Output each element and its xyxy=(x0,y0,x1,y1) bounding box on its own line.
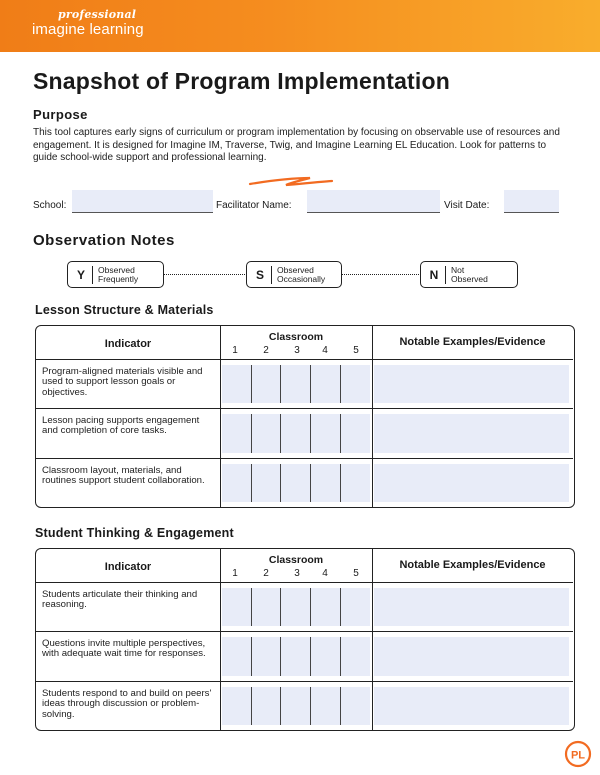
legend-label-line: Observed xyxy=(98,264,135,275)
table-row xyxy=(36,682,573,730)
evidence-input[interactable] xyxy=(374,464,569,502)
legend-letter: N xyxy=(429,267,439,282)
classroom-rating-cells[interactable] xyxy=(222,464,370,502)
purpose-text: This tool captures early signs of curriculum or program implementation by focusing on observable use of resources and engagement. It is designed for Imagine IM, Traverse, Twig, and Imagine Learning EL Education. Look for patterns to guide school-wide support and professional learning. xyxy=(33,127,560,164)
legend-divider xyxy=(271,266,272,284)
table-header xyxy=(36,549,573,583)
legend-label xyxy=(98,266,138,284)
cell-divider xyxy=(251,588,252,626)
observation-notes-heading: Observation Notes xyxy=(33,232,175,249)
column-divider xyxy=(372,549,373,730)
indicator-text: Lesson pacing supports engagement and completion of core tasks. xyxy=(42,415,200,437)
legend-divider xyxy=(445,266,446,284)
legend-letter: Y xyxy=(76,267,85,282)
classroom-column-header: Classroom xyxy=(268,554,324,566)
legend-item-not-observed xyxy=(420,261,518,288)
purpose-heading: Purpose xyxy=(33,107,88,122)
cell-divider xyxy=(340,464,341,502)
indicator-column-header: Indicator xyxy=(104,561,152,573)
logo-main-text: imagine learning xyxy=(32,21,144,38)
table-row xyxy=(36,583,573,632)
facilitator-label: Facilitator Name: xyxy=(216,200,292,211)
facilitator-underline xyxy=(307,212,440,213)
indicator-text: Program-aligned materials visible and used to support lesson goals or objectives. xyxy=(42,366,203,398)
cell-divider xyxy=(251,365,252,403)
student-thinking-table xyxy=(35,548,575,731)
evidence-column-header: Notable Examples/Evidence xyxy=(399,336,546,348)
cell-divider xyxy=(251,687,252,725)
classroom-number: 5 xyxy=(353,568,359,579)
table-header xyxy=(36,326,573,360)
lesson-structure-table xyxy=(35,325,575,508)
cell-divider xyxy=(310,687,311,725)
school-underline xyxy=(72,212,213,213)
cell-divider xyxy=(340,588,341,626)
table-row xyxy=(36,632,573,682)
cell-divider xyxy=(340,414,341,453)
visit-date-label: Visit Date: xyxy=(444,200,490,211)
visit-date-input[interactable] xyxy=(504,190,559,212)
cell-divider xyxy=(280,637,281,676)
evidence-input[interactable] xyxy=(374,365,569,403)
classroom-number: 3 xyxy=(294,345,300,356)
cell-divider xyxy=(340,365,341,403)
evidence-input[interactable] xyxy=(374,637,569,676)
legend-label xyxy=(277,266,325,284)
table-row xyxy=(36,459,573,507)
orange-scribble-icon xyxy=(248,175,334,189)
legend-label-line: Observed xyxy=(451,273,488,284)
classroom-number: 2 xyxy=(263,568,269,579)
cell-divider xyxy=(251,464,252,502)
cell-divider xyxy=(280,414,281,453)
indicator-text: Classroom layout, materials, and routines support student collaboration. xyxy=(42,465,205,487)
logo-professional-text: professional xyxy=(58,8,137,21)
indicator-text: Students articulate their thinking and reasoning. xyxy=(42,589,198,611)
table-row xyxy=(36,360,573,409)
cell-divider xyxy=(280,365,281,403)
section-heading-lesson-structure: Lesson Structure & Materials xyxy=(35,303,214,317)
cell-divider xyxy=(340,687,341,725)
legend-label-line: Frequently xyxy=(98,273,139,284)
school-input[interactable] xyxy=(72,190,213,212)
pl-badge-icon xyxy=(563,737,593,769)
legend-connector xyxy=(341,274,421,275)
cell-divider xyxy=(310,365,311,403)
column-divider xyxy=(372,326,373,507)
legend-connector xyxy=(163,274,247,275)
legend-item-observed-occasionally xyxy=(246,261,342,288)
cell-divider xyxy=(280,687,281,725)
legend-label-line: Not xyxy=(451,264,465,275)
facilitator-input[interactable] xyxy=(307,190,440,212)
cell-divider xyxy=(280,464,281,502)
legend-label xyxy=(451,266,488,284)
cell-divider xyxy=(251,414,252,453)
section-heading-student-thinking: Student Thinking & Engagement xyxy=(35,526,234,540)
indicator-text: Questions invite multiple perspectives, with adequate wait time for responses. xyxy=(42,638,206,660)
classroom-number: 1 xyxy=(232,345,238,356)
legend-label-line: Observed xyxy=(277,264,314,275)
legend-item-observed-frequently xyxy=(67,261,164,288)
cell-divider xyxy=(280,588,281,626)
visit-info-fields xyxy=(33,197,573,219)
classroom-number: 2 xyxy=(263,345,269,356)
classroom-number: 3 xyxy=(294,568,300,579)
column-divider xyxy=(220,326,221,507)
legend-letter: S xyxy=(255,267,264,282)
cell-divider xyxy=(310,637,311,676)
page-title: Snapshot of Program Implementation xyxy=(33,68,451,94)
classroom-column-header: Classroom xyxy=(268,331,324,343)
indicator-column-header: Indicator xyxy=(104,338,152,350)
evidence-input[interactable] xyxy=(374,588,569,626)
cell-divider xyxy=(310,464,311,502)
classroom-rating-cells[interactable] xyxy=(222,414,370,453)
header-banner xyxy=(0,0,600,52)
evidence-input[interactable] xyxy=(374,687,569,725)
classroom-rating-cells[interactable] xyxy=(222,365,370,403)
cell-divider xyxy=(310,588,311,626)
classroom-rating-cells[interactable] xyxy=(222,637,370,676)
classroom-number: 5 xyxy=(353,345,359,356)
indicator-text: Students respond to and build on peers' ideas through discussion or problem-solving. xyxy=(42,688,212,720)
cell-divider xyxy=(340,637,341,676)
cell-divider xyxy=(251,637,252,676)
classroom-rating-cells[interactable] xyxy=(222,687,370,725)
legend-divider xyxy=(92,266,93,284)
cell-divider xyxy=(310,414,311,453)
classroom-number: 4 xyxy=(322,345,328,356)
table-row xyxy=(36,409,573,459)
evidence-input[interactable] xyxy=(374,414,569,453)
legend-label-line: Occasionally xyxy=(277,273,326,284)
classroom-number: 1 xyxy=(232,568,238,579)
column-divider xyxy=(220,549,221,730)
evidence-column-header: Notable Examples/Evidence xyxy=(399,559,546,571)
school-label: School: xyxy=(33,200,67,211)
classroom-rating-cells[interactable] xyxy=(222,588,370,626)
pl-badge-text: PL xyxy=(570,749,586,762)
visit-date-underline xyxy=(504,212,559,213)
classroom-number: 4 xyxy=(322,568,328,579)
